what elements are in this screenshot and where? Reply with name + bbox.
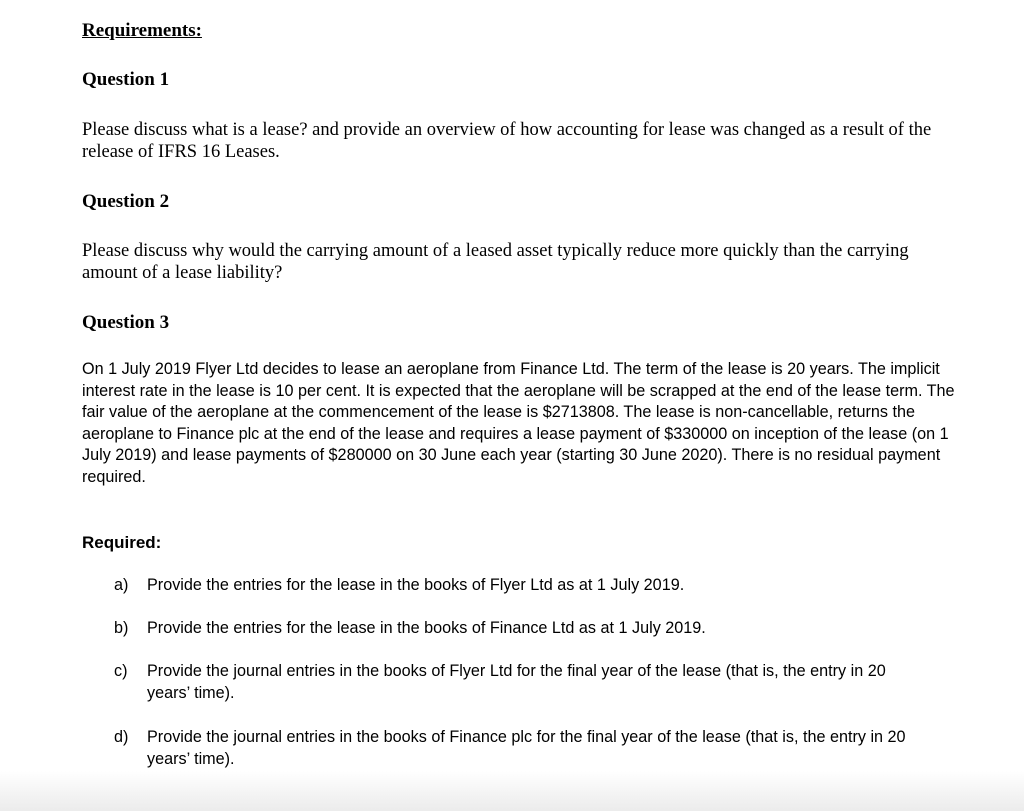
question-2-heading: Question 2: [82, 191, 170, 212]
question-2-body: Please discuss why would the carrying amount of a leased asset typically reduce more quickly than the carrying amount of a lease liability?: [82, 241, 909, 283]
question-3-heading: Question 3: [82, 312, 170, 333]
list-item-c-text: Provide the journal entries in the books of Flyer Ltd for the final year of the lease (that is, the entry in 20 years’ time).: [147, 662, 886, 702]
requirements-heading: Requirements:: [82, 20, 202, 41]
list-item-b-marker: b): [114, 619, 129, 637]
list-item-a-text: Provide the entries for the lease in the books of Flyer Ltd as at 1 July 2019.: [147, 576, 685, 594]
page-bottom-shade: [0, 771, 1024, 811]
required-heading: Required:: [82, 533, 162, 552]
question-3-body: On 1 July 2019 Flyer Ltd decides to lease an aeroplane from Finance Ltd. The term of the lease is 20 years. The implicit interest rate in the lease is 10 per cent. It is expected that the aeroplane will be scrapped at the end of the lease term. The fair value of the aeroplane at the commencement of the lease is $2713808. The lease is non-cancellable, returns the aeroplane to Finance plc at the end of the lease and requires a lease payment of $330000 on inception of the lease (on 1 July 2019) and lease payments of $280000 on 30 June each year (starting 30 June 2020). There is no residual payment required.: [82, 360, 955, 486]
list-item-d-text: Provide the journal entries in the books of Finance plc for the final year of the lease (that is, the entry in 20 years’ time).: [147, 728, 906, 768]
list-item-d-marker: d): [114, 728, 129, 746]
list-item-a-marker: a): [114, 576, 129, 594]
list-item-b-text: Provide the entries for the lease in the books of Finance Ltd as at 1 July 2019.: [147, 619, 706, 637]
list-item-c-marker: c): [114, 662, 128, 680]
question-1-heading: Question 1: [82, 69, 170, 90]
question-1-body: Please discuss what is a lease? and provide an overview of how accounting for lease was changed as a result of the release of IFRS 16 Leases.: [82, 120, 932, 162]
